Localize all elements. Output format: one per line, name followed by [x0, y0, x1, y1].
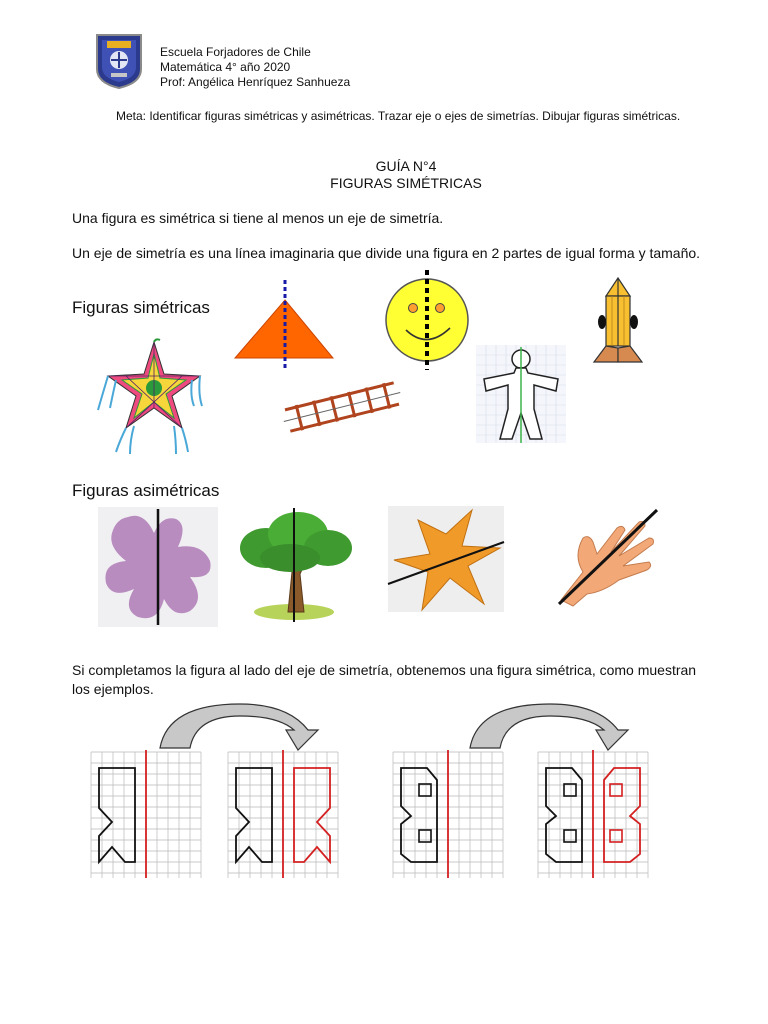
definition-axis: Un eje de simetría es una línea imaginaria que divide una figura en 2 partes de igual forma y tamaño.	[72, 245, 701, 261]
grid-example-2-complete	[532, 750, 654, 878]
definition-symmetric: Una figura es simétrica si tiene al menos un eje de simetría.	[72, 210, 444, 226]
curved-arrow-left	[160, 700, 340, 752]
rocket-figure	[590, 276, 646, 366]
grid-example-1-complete	[222, 750, 344, 878]
triangle-figure	[233, 278, 335, 370]
smiley-figure	[384, 270, 470, 370]
teacher-line: Prof: Angélica Henríquez Sanhueza	[160, 75, 351, 89]
curved-arrow-right	[470, 700, 650, 752]
pinata-star-figure	[94, 336, 206, 460]
objective-text: Meta: Identificar figuras simétricas y asimétricas. Trazar eje o ejes de simetrías. Dibujar figuras simétricas.	[116, 109, 681, 123]
burst-star-figure	[388, 506, 504, 612]
school-logo	[95, 33, 143, 89]
grid-example-1-half	[85, 750, 207, 878]
asymmetric-heading: Figuras asimétricas	[72, 481, 220, 500]
guide-title: FIGURAS SIMÉTRICAS	[330, 175, 482, 191]
ladder-figure	[282, 374, 402, 440]
subject-line: Matemática 4° año 2020	[160, 60, 291, 74]
tree-figure	[236, 508, 354, 622]
hand-figure	[553, 508, 663, 608]
person-figure	[476, 345, 566, 443]
guide-number: GUÍA N°4	[375, 158, 437, 174]
completion-text: Si completamos la figura al lado del eje de simetría, obtenemos una figura simétrica, como muestran los ejemplos.	[72, 662, 697, 697]
blob-figure	[98, 507, 218, 627]
school-name: Escuela Forjadores de Chile	[160, 45, 311, 59]
symmetric-heading: Figuras simétricas	[72, 298, 210, 317]
grid-example-2-half	[387, 750, 509, 878]
